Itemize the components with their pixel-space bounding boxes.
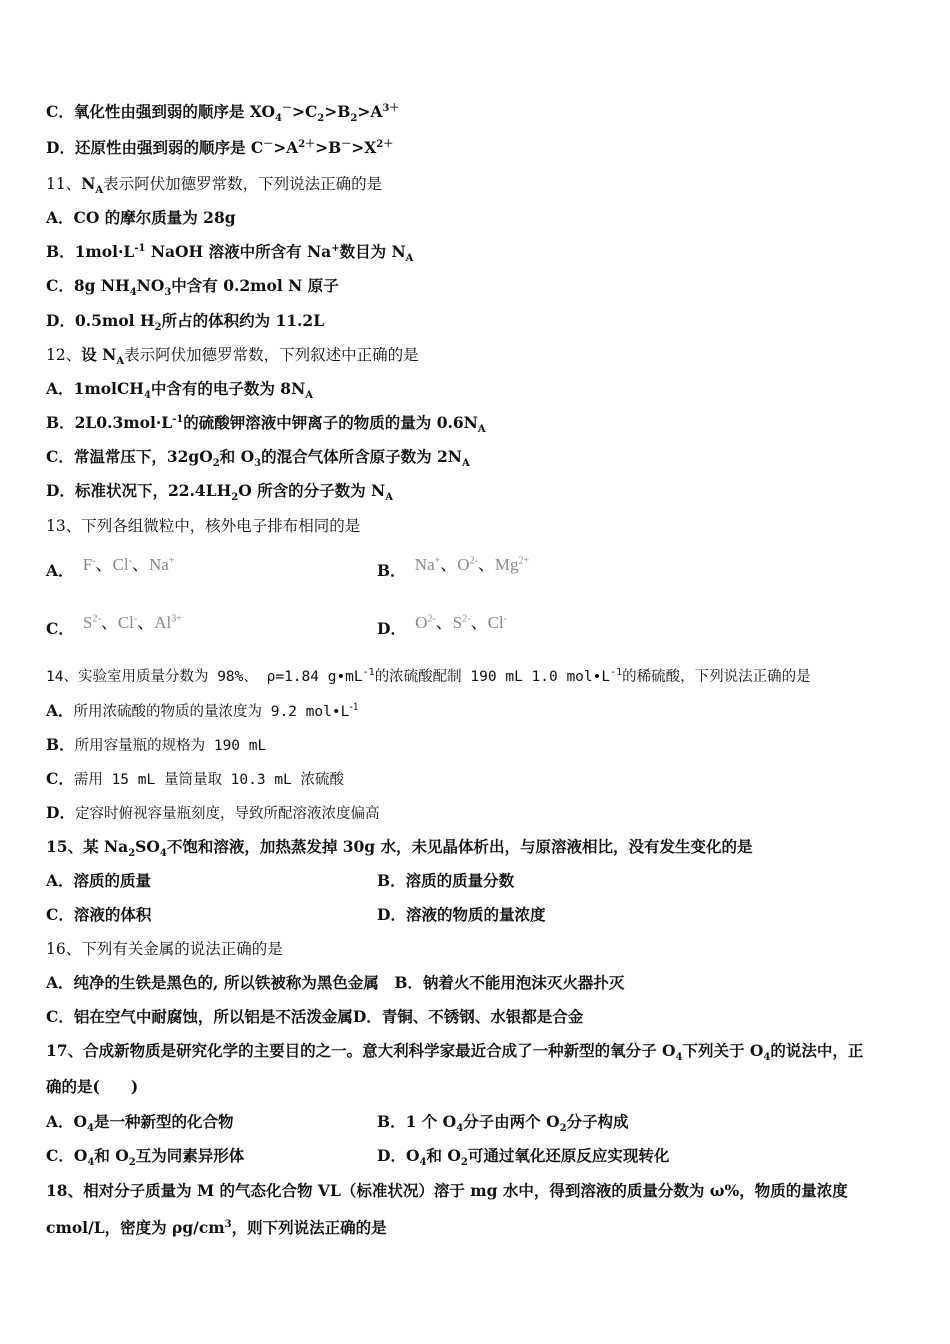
q13-option-b-label: B． bbox=[377, 561, 406, 580]
q11-option-c: C．8g $NH_4NO_3$中含有 0.2mol N 原子 bbox=[46, 276, 339, 299]
q18-stem: 18、相对分子质量为 M 的气态化合物 VL（标准状况）溶于 mg 水中，得到溶液的质量分数为 ω%，物质的量浓度 bbox=[46, 1181, 848, 1200]
q15-option-c: C．溶液的体积 bbox=[46, 905, 152, 924]
q12-option-d: D．标准状况下，$22.4LH_2O$ 所含的分子数为 $N_A$ bbox=[46, 481, 393, 504]
q14-stem: 14、实验室用质量分数为 98%、 ρ=1.84 $g•mL^{-1}$的浓硫酸配制 190 mL 1.0 $mol•L^{-1}$的稀硫酸，下列说法正确的是 bbox=[46, 667, 811, 685]
q13-option-c-ions: $S^{2-}$、Cl-、$Al^{3+}$ bbox=[83, 613, 182, 632]
q13-option-c-label: C． bbox=[46, 619, 74, 638]
q13-option-a-label: A． bbox=[46, 561, 74, 580]
q13-option-b-ions: Na+、$O^{2-}$、$Mg^{2+}$ bbox=[414, 555, 530, 574]
q17-row-cd bbox=[46, 1146, 670, 1169]
q13-row-cd bbox=[46, 613, 507, 638]
q13-option-d-label: D． bbox=[377, 619, 406, 638]
q17-stem-cont: 确的是( ) bbox=[46, 1077, 139, 1096]
q17-option-a: A．$O_4$是一种新型的化合物 bbox=[46, 1112, 234, 1135]
q17-row-ab bbox=[46, 1112, 629, 1135]
q18-stem-cont: cmol/L，密度为 $\rho g/cm^3$，则下列说法正确的是 bbox=[46, 1218, 387, 1237]
q15-option-a: A．溶质的质量 bbox=[46, 871, 152, 890]
q12-option-c: C．常温常压下，$32gO_2$和 $O_3$的混合气体所含原子数为 $2N_A$ bbox=[46, 447, 470, 470]
q17-stem: 17、合成新物质是研究化学的主要目的之一。意大利科学家最近合成了一种新型的氧分子 $O_4$下列关于 $O_4$的说法中，正 bbox=[46, 1041, 864, 1064]
q13-row-ab bbox=[46, 555, 530, 580]
q11-option-b: B．$1mol\cdot L^{-1}$ NaOH 溶液中所含有 Na+数目为 $N_A$ bbox=[46, 242, 414, 265]
q15-row-cd bbox=[46, 905, 546, 925]
q16-stem: 16、下列有关金属的说法正确的是 bbox=[46, 940, 283, 958]
q13-option-d-ions: $O^{2-}$、$S^{2-}$、Cl- bbox=[415, 613, 507, 632]
q12-option-b: B．$2L0.3mol\cdot L^{-1}$的硫酸钾溶液中钾离子的物质的量为 $0.6N_A$ bbox=[46, 413, 486, 436]
q16-options-cd: C．铝在空气中耐腐蚀，所以铝是不活泼金属D．青铜、不锈钢、水银都是合金 bbox=[46, 1007, 584, 1026]
q15-option-d: D．溶液的物质的量浓度 bbox=[377, 905, 546, 924]
q17-option-c: C．$O_4$和 $O_2$互为同素异形体 bbox=[46, 1146, 245, 1169]
q10-option-c: C．氧化性由强到弱的顺序是 $XO_4^->C_2>B_2>A^{3+}$ bbox=[46, 102, 400, 125]
q17-option-d: D．$O_4$和 $O_2$可通过氧化还原反应实现转化 bbox=[377, 1146, 670, 1169]
q13-option-a-ions: F-、Cl-、Na+ bbox=[82, 555, 175, 574]
q15-option-b: B．溶质的质量分数 bbox=[377, 871, 515, 890]
q17-option-b: B．1 个 $O_4$分子由两个 $O_2$分子构成 bbox=[377, 1112, 629, 1135]
q11-option-d: D．0.5mol $H_2$所占的体积约为 11.2L bbox=[46, 311, 325, 334]
q16-options-ab: A．纯净的生铁是黑色的, 所以铁被称为黑色金属 B．钠着火不能用泡沫灭火器扑灭 bbox=[46, 973, 625, 992]
q10-option-d: D．还原性由强到弱的顺序是 $C^->A^{2+}>B^->X^{2+}$ bbox=[46, 138, 394, 157]
q15-stem: 15、某 $Na_2SO_4$不饱和溶液，加热蒸发掉 30g 水，未见晶体析出，与原溶液相比，没有发生变化的是 bbox=[46, 837, 753, 860]
q12-stem: 12、设 $N_A$表示阿伏加德罗常数，下列叙述中正确的是 bbox=[46, 345, 419, 368]
q15-row-ab bbox=[46, 871, 515, 891]
q12-option-a: A．1molCH$_4$中含有的电子数为 $8N_A$ bbox=[46, 379, 314, 402]
q14-option-b: B．所用容量瓶的规格为 190 mL bbox=[46, 735, 267, 754]
q14-option-a: A．所用浓硫酸的物质的量浓度为 9.2 $mol•L^{-1}$ bbox=[46, 701, 360, 720]
q13-stem: 13、下列各组微粒中，核外电子排布相同的是 bbox=[46, 517, 361, 535]
q14-option-d: D．定容时俯视容量瓶刻度，导致所配溶液浓度偏高 bbox=[46, 803, 380, 822]
q11-option-a: A．CO 的摩尔质量为 28g bbox=[46, 208, 236, 227]
q14-option-c: C．需用 15 mL 量筒量取 10.3 mL 浓硫酸 bbox=[46, 769, 345, 788]
q11-stem: 11、$N_A$表示阿伏加德罗常数，下列说法正确的是 bbox=[46, 174, 383, 197]
